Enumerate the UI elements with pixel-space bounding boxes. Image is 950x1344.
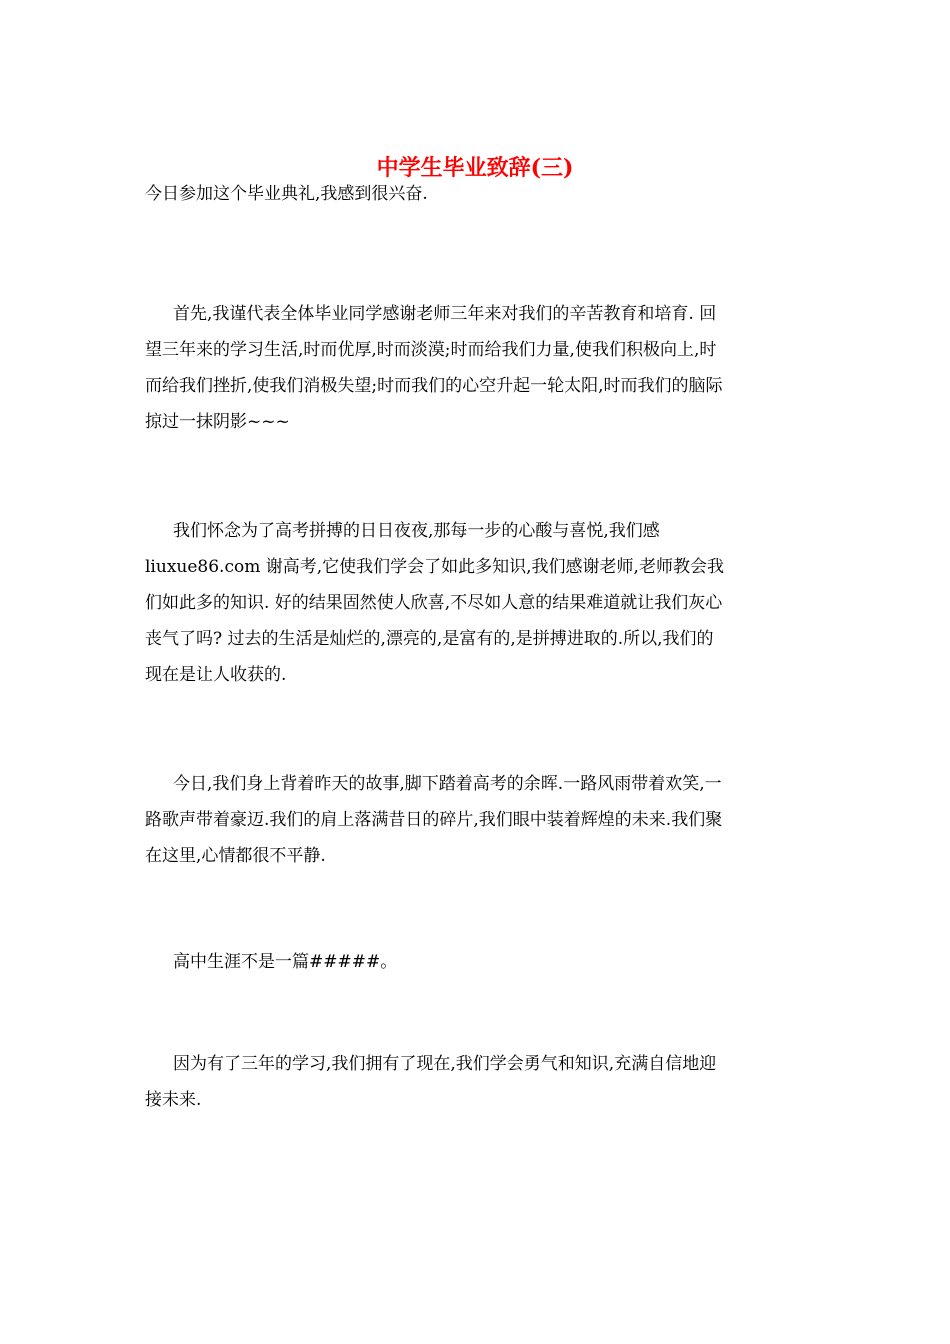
paragraph-line: 望三年来的学习生活,时而优厚,时而淡漠;时而给我们力量,使我们积极向上,时 xyxy=(145,340,717,360)
paragraph-3 xyxy=(145,513,810,693)
paragraph-line: 而给我们挫折,使我们消极失望;时而我们的心空升起一轮太阳,时而我们的脑际 xyxy=(145,376,723,396)
paragraph-line: 高中生涯不是一篇#####。 xyxy=(173,952,398,972)
paragraph-line: 现在是让人收获的. xyxy=(145,665,287,685)
paragraph-2 xyxy=(145,296,810,440)
paragraph-line: liuxue86.com 谢高考,它使我们学会了如此多知识,我们感谢老师,老师教会我 xyxy=(145,557,724,577)
paragraph-line: 丧气了吗? 过去的生活是灿烂的,漂亮的,是富有的,是拼搏进取的.所以,我们的 xyxy=(145,629,714,649)
paragraph-line: 我们怀念为了高考拼搏的日日夜夜,那每一步的心酸与喜悦,我们感 xyxy=(173,521,660,541)
paragraph-6 xyxy=(145,1046,810,1118)
paragraph-line: 接未来. xyxy=(145,1090,202,1110)
paragraph-4 xyxy=(145,766,810,874)
paragraph-5 xyxy=(145,944,810,980)
paragraph-line: 在这里,心情都很不平静. xyxy=(145,846,326,866)
paragraph-line: 今日,我们身上背着昨天的故事,脚下踏着高考的余晖.一路风雨带着欢笑,一 xyxy=(173,774,722,794)
paragraph-line: 首先,我谨代表全体毕业同学感谢老师三年来对我们的辛苦教育和培育. 回 xyxy=(173,304,717,324)
paragraph-line: 们如此多的知识. 好的结果固然使人欣喜,不尽如人意的结果难道就让我们灰心 xyxy=(145,593,723,613)
paragraph-line: 因为有了三年的学习,我们拥有了现在,我们学会勇气和知识,充满自信地迎 xyxy=(173,1054,717,1074)
document-title: 中学生毕业致辞(三) xyxy=(376,155,574,181)
paragraph-1 xyxy=(145,176,810,212)
paragraph-line: 路歌声带着豪迈.我们的肩上落满昔日的碎片,我们眼中装着辉煌的未来.我们聚 xyxy=(145,810,723,830)
paragraph-line: 掠过一抹阴影~~~ xyxy=(145,412,290,432)
paragraph-line: 今日参加这个毕业典礼,我感到很兴奋. xyxy=(145,184,428,204)
